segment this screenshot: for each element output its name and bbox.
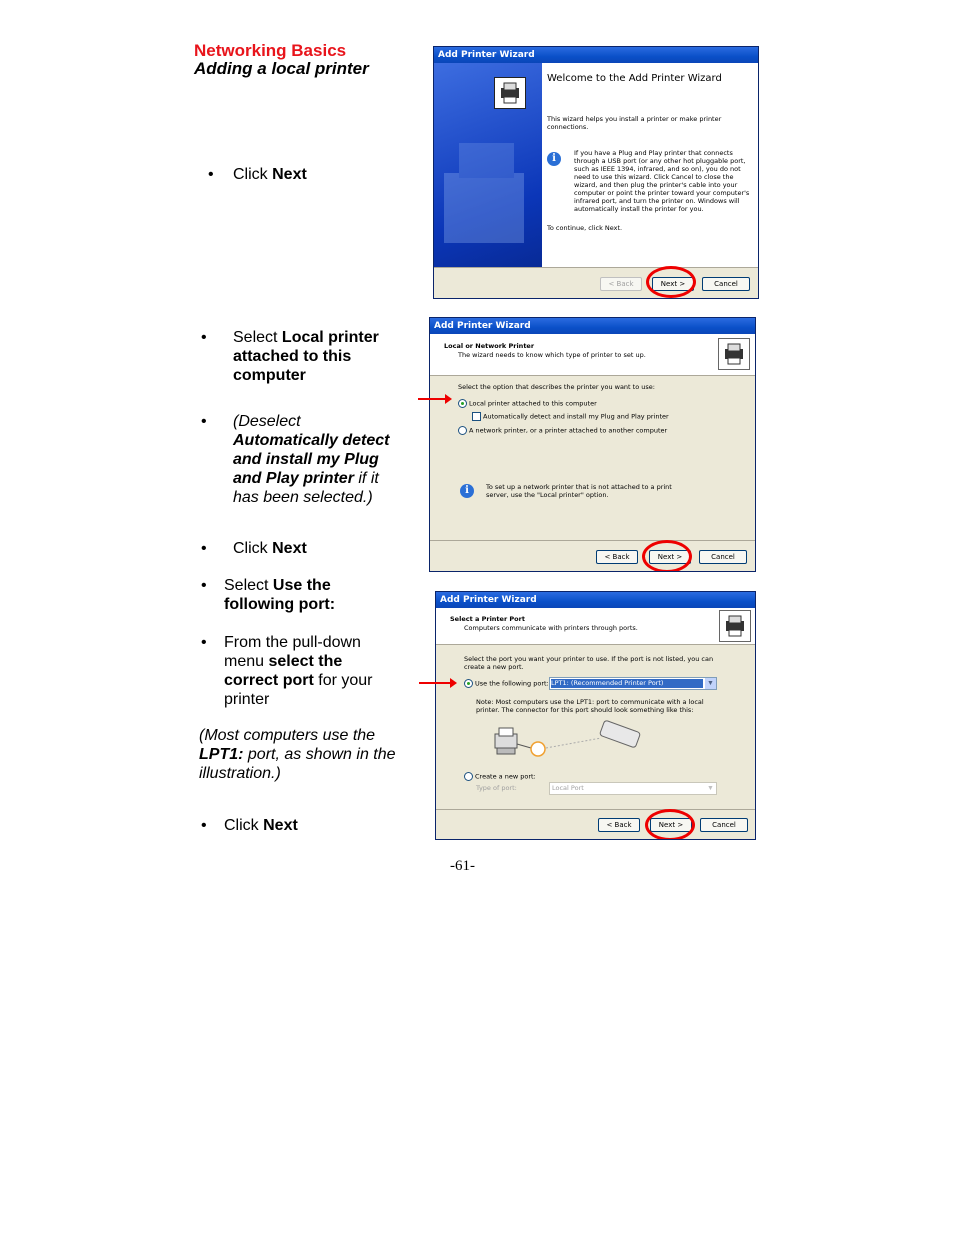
checkbox-auto-detect[interactable]: Automatically detect and install my Plug and Play printer bbox=[472, 412, 669, 421]
bullet-icon: • bbox=[201, 413, 207, 430]
divider bbox=[430, 540, 755, 541]
chevron-down-icon[interactable]: ▼ bbox=[707, 785, 714, 792]
next-button[interactable]: Next > bbox=[652, 277, 694, 291]
radio-create-new-port[interactable]: Create a new port: bbox=[464, 772, 536, 781]
continue-instruction: To continue, click Next. bbox=[547, 224, 623, 232]
dialog-title: Add Printer Wizard bbox=[436, 592, 755, 608]
bullet-icon: • bbox=[201, 540, 207, 557]
header-subtitle: Computers communicate with printers through ports. bbox=[464, 624, 638, 632]
section-heading: Networking Basics bbox=[194, 41, 347, 60]
bullet-icon: • bbox=[208, 166, 214, 183]
welcome-content bbox=[542, 63, 758, 267]
pointer-arrow bbox=[418, 398, 450, 400]
divider bbox=[436, 809, 755, 810]
back-button[interactable]: < Back bbox=[600, 277, 642, 291]
welcome-heading: Welcome to the Add Printer Wizard bbox=[547, 73, 722, 84]
plug-and-play-info-text: If you have a Plug and Play printer that connects through a USB port (or any other hot pluggable port, such as IEEE 1394, infrared, and so on), you do not need to use this wizard. Click Cancel to close the wizard, and then plug the printer's cable into your computer or point the printer toward your computer's infrared port, and turn the printer on. Windows will automatically install the printer for you. bbox=[574, 149, 750, 213]
chevron-down-icon[interactable]: ▼ bbox=[705, 678, 716, 689]
wizard-header bbox=[430, 334, 755, 376]
bullet-icon: • bbox=[201, 577, 207, 594]
step-deselect-auto-detect: • (Deselect Automatically detect and install my Plug and Play printer if it has been selected.) bbox=[201, 413, 390, 506]
radio-icon bbox=[464, 772, 473, 781]
step-click-next-1: • Click Next bbox=[208, 166, 307, 183]
divider bbox=[434, 267, 758, 268]
header-title: Local or Network Printer bbox=[444, 342, 535, 350]
bullet-icon: • bbox=[201, 817, 207, 834]
lpt1-connector-note: Note: Most computers use the LPT1: port to communicate with a local printer. The connector for this port should look something like this: bbox=[476, 698, 704, 714]
pointer-arrow bbox=[419, 682, 455, 684]
type-of-port-label: Type of port: bbox=[476, 784, 517, 792]
step-select-use-port: • Select Use the following port: bbox=[201, 577, 336, 613]
bullet-icon: • bbox=[201, 634, 207, 651]
network-info-text: To set up a network printer that is not attached to a print server, use the "Local printer" option. bbox=[486, 483, 672, 499]
step-select-correct-port: • From the pull-down menu select the correct port for your printer bbox=[201, 634, 373, 708]
port-type-value: Local Port bbox=[552, 784, 584, 792]
step-select-local-printer: • Select Local printer attached to this computer bbox=[201, 329, 379, 384]
highlight-circle bbox=[642, 540, 692, 572]
radio-selected-icon bbox=[458, 399, 467, 408]
bullet-icon: • bbox=[201, 329, 207, 346]
printer-icon bbox=[718, 338, 750, 370]
dialog-title: Add Printer Wizard bbox=[434, 47, 758, 63]
port-prompt: Select the port you want your printer to use. If the port is not listed, you can create a new port. bbox=[464, 655, 714, 671]
info-icon: i bbox=[460, 484, 474, 498]
radio-icon bbox=[458, 426, 467, 435]
step-click-next-3: • Click Next bbox=[201, 817, 298, 834]
wizard-header bbox=[436, 608, 755, 645]
printer-icon bbox=[719, 610, 751, 642]
wizard-side-banner bbox=[434, 63, 542, 267]
add-printer-wizard-welcome-dialog bbox=[433, 46, 759, 299]
add-printer-wizard-local-or-network-dialog bbox=[429, 317, 756, 572]
page-number: -61- bbox=[450, 858, 475, 874]
port-dropdown-value: LPT1: (Recommended Printer Port) bbox=[551, 679, 703, 688]
header-title: Select a Printer Port bbox=[450, 615, 525, 623]
radio-selected-icon bbox=[464, 679, 473, 688]
page-subtitle: Adding a local printer bbox=[194, 59, 369, 78]
radio-use-following-port[interactable]: Use the following port: bbox=[464, 679, 549, 688]
dialog-title: Add Printer Wizard bbox=[430, 318, 755, 334]
info-icon: i bbox=[547, 152, 561, 166]
highlight-circle bbox=[645, 809, 695, 840]
next-button[interactable]: Next > bbox=[650, 818, 692, 832]
port-dropdown[interactable] bbox=[549, 677, 717, 690]
cancel-button[interactable]: Cancel bbox=[702, 277, 750, 291]
cancel-button[interactable]: Cancel bbox=[699, 550, 747, 564]
step-click-next-2: • Click Next bbox=[201, 540, 307, 557]
wizard-intro-text: This wizard helps you install a printer or make printer connections. bbox=[547, 115, 722, 131]
back-button[interactable]: < Back bbox=[596, 550, 638, 564]
option-prompt: Select the option that describes the printer you want to use: bbox=[458, 383, 655, 391]
header-subtitle: The wizard needs to know which type of printer to set up. bbox=[458, 351, 646, 359]
cancel-button[interactable]: Cancel bbox=[700, 818, 748, 832]
next-button[interactable]: Next > bbox=[649, 550, 691, 564]
back-button[interactable]: < Back bbox=[598, 818, 640, 832]
lpt1-note: (Most computers use the LPT1: port, as shown in the illustration.) bbox=[199, 727, 396, 782]
printer-watermark-icon bbox=[434, 63, 542, 267]
printer-cable-illustration-icon bbox=[491, 720, 651, 762]
radio-local-printer[interactable]: Local printer attached to this computer bbox=[458, 399, 597, 408]
checkbox-icon bbox=[472, 412, 481, 421]
highlight-circle bbox=[646, 266, 696, 298]
add-printer-wizard-select-port-dialog bbox=[435, 591, 756, 840]
radio-network-printer[interactable]: A network printer, or a printer attached to another computer bbox=[458, 426, 667, 435]
port-type-dropdown[interactable] bbox=[549, 782, 717, 795]
